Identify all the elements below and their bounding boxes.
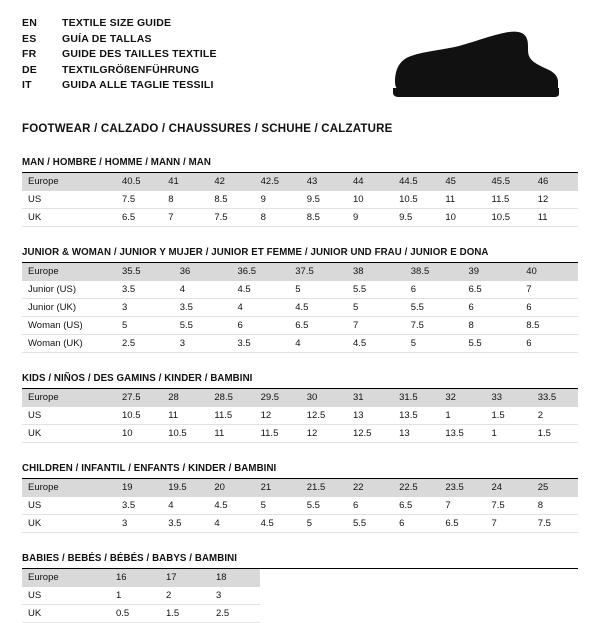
cell: 40 [520, 263, 578, 281]
cell: 4.5 [232, 281, 290, 299]
cell: 3.5 [174, 299, 232, 317]
section-kids [22, 373, 578, 443]
cell: 4.5 [255, 515, 301, 533]
cell: 7 [439, 497, 485, 515]
cell: 23.5 [439, 479, 485, 497]
cell: 4 [162, 497, 208, 515]
cell: 7.5 [405, 317, 463, 335]
cell: 7 [347, 317, 405, 335]
cell: 8.5 [301, 209, 347, 227]
row-label: Europe [22, 263, 116, 281]
cell: 1.5 [486, 407, 532, 425]
table-row [22, 317, 578, 335]
cell: 5 [255, 497, 301, 515]
cell: 9.5 [301, 191, 347, 209]
language-code: FR [22, 48, 37, 60]
cell: 20 [208, 479, 254, 497]
cell: 36 [174, 263, 232, 281]
footwear-heading: FOOTWEAR / CALZADO / CHAUSSURES / SCHUHE / CALZATURE [22, 123, 393, 135]
cell: 12.5 [347, 425, 393, 443]
table-row [22, 407, 578, 425]
cell: 25 [532, 479, 578, 497]
size-table-junior-woman [22, 263, 578, 353]
language-title: GUÍA DE TALLAS [62, 32, 152, 45]
cell: 3 [116, 515, 162, 533]
cell: 37.5 [289, 263, 347, 281]
cell: 1 [439, 407, 485, 425]
cell: 10 [347, 191, 393, 209]
cell: 3.5 [162, 515, 208, 533]
cell: 5.5 [347, 281, 405, 299]
table-row [22, 335, 578, 353]
cell: 11 [162, 407, 208, 425]
cell: 7.5 [208, 209, 254, 227]
cell: 4 [208, 515, 254, 533]
spacer-cell [260, 605, 578, 623]
row-label: Junior (UK) [22, 299, 116, 317]
cell: 35.5 [116, 263, 174, 281]
language-title-list [22, 16, 217, 94]
cell: 10.5 [162, 425, 208, 443]
language-code: ES [22, 32, 37, 45]
cell: 31 [347, 389, 393, 407]
language-row [22, 47, 217, 63]
cell: 46 [532, 173, 578, 191]
row-label: US [22, 407, 116, 425]
cell: 7.5 [486, 497, 532, 515]
cell: 6.5 [393, 497, 439, 515]
cell: 29.5 [255, 389, 301, 407]
cell: 33 [486, 389, 532, 407]
cell: 2 [532, 407, 578, 425]
row-label: Europe [22, 569, 110, 587]
cell: 18 [210, 569, 260, 587]
cell: 4.5 [289, 299, 347, 317]
cell: 2 [160, 587, 210, 605]
cell: 5 [301, 515, 347, 533]
cell: 7.5 [116, 191, 162, 209]
cell: 38 [347, 263, 405, 281]
row-label: Woman (US) [22, 317, 116, 335]
table-row [22, 281, 578, 299]
cell: 43 [301, 173, 347, 191]
cell: 28 [162, 389, 208, 407]
cell: 3 [116, 299, 174, 317]
cell: 11.5 [486, 191, 532, 209]
language-row [22, 63, 217, 79]
cell: 7 [162, 209, 208, 227]
size-table-kids [22, 389, 578, 443]
cell: 24 [486, 479, 532, 497]
table-row [22, 263, 578, 281]
cell: 12 [255, 407, 301, 425]
cell: 8 [255, 209, 301, 227]
cell: 10.5 [486, 209, 532, 227]
cell: 4 [174, 281, 232, 299]
section-title: CHILDREN / INFANTIL / ENFANTS / KINDER / BAMBINI [22, 463, 578, 479]
cell: 41 [162, 173, 208, 191]
cell: 8.5 [520, 317, 578, 335]
cell: 19 [116, 479, 162, 497]
section-title: KIDS / NIÑOS / DES GAMINS / KINDER / BAMBINI [22, 373, 578, 389]
dress-shoe-icon [385, 30, 560, 105]
cell: 11 [439, 191, 485, 209]
cell: 10 [439, 209, 485, 227]
cell: 2.5 [116, 335, 174, 353]
section-babies [22, 553, 578, 623]
section-title: MAN / HOMBRE / HOMME / MANN / MAN [22, 157, 578, 173]
cell: 1 [486, 425, 532, 443]
cell: 40.5 [116, 173, 162, 191]
row-label: Europe [22, 479, 116, 497]
cell: 11.5 [255, 425, 301, 443]
cell: 10 [116, 425, 162, 443]
cell: 8 [162, 191, 208, 209]
table-row [22, 587, 578, 605]
row-label: US [22, 497, 116, 515]
cell: 6.5 [439, 515, 485, 533]
language-title: GUIDE DES TAILLES TEXTILE [62, 48, 217, 60]
row-label: Woman (UK) [22, 335, 116, 353]
cell: 39 [463, 263, 521, 281]
cell: 6.5 [289, 317, 347, 335]
cell: 44.5 [393, 173, 439, 191]
cell: 12.5 [301, 407, 347, 425]
cell: 13.5 [393, 407, 439, 425]
cell: 4 [232, 299, 290, 317]
cell: 1.5 [532, 425, 578, 443]
section-children [22, 463, 578, 533]
cell: 6.5 [463, 281, 521, 299]
cell: 13 [347, 407, 393, 425]
row-label: UK [22, 515, 116, 533]
cell: 5 [405, 335, 463, 353]
cell: 5.5 [174, 317, 232, 335]
cell: 5.5 [463, 335, 521, 353]
cell: 5.5 [405, 299, 463, 317]
cell: 8 [463, 317, 521, 335]
table-row [22, 209, 578, 227]
language-title: TEXTILE SIZE GUIDE [62, 17, 172, 29]
language-code: IT [22, 79, 32, 91]
cell: 13.5 [439, 425, 485, 443]
cell: 8 [532, 497, 578, 515]
cell: 6 [463, 299, 521, 317]
cell: 6 [347, 497, 393, 515]
cell: 30 [301, 389, 347, 407]
cell: 10.5 [116, 407, 162, 425]
cell: 5 [289, 281, 347, 299]
language-title: GUIDA ALLE TAGLIE TESSILI [62, 79, 214, 91]
spacer-cell [260, 569, 578, 587]
cell: 32 [439, 389, 485, 407]
language-row [22, 32, 217, 48]
document-header [22, 16, 578, 105]
row-label: US [22, 191, 116, 209]
cell: 6 [232, 317, 290, 335]
cell: 16 [110, 569, 160, 587]
language-code: EN [22, 17, 37, 29]
language-code: DE [22, 63, 37, 76]
cell: 19.5 [162, 479, 208, 497]
size-table-babies [22, 569, 578, 623]
table-row [22, 425, 578, 443]
cell: 33.5 [532, 389, 578, 407]
table-row [22, 173, 578, 191]
cell: 9 [347, 209, 393, 227]
cell: 2.5 [210, 605, 260, 623]
cell: 45.5 [486, 173, 532, 191]
cell: 13 [393, 425, 439, 443]
table-row [22, 389, 578, 407]
section-junior-woman [22, 247, 578, 353]
language-row [22, 78, 217, 94]
cell: 31.5 [393, 389, 439, 407]
row-label: Junior (US) [22, 281, 116, 299]
cell: 9 [255, 191, 301, 209]
cell: 6 [520, 335, 578, 353]
row-label: Europe [22, 389, 116, 407]
cell: 6.5 [116, 209, 162, 227]
cell: 3 [210, 587, 260, 605]
row-label: UK [22, 209, 116, 227]
cell: 11.5 [208, 407, 254, 425]
cell: 45 [439, 173, 485, 191]
section-title: BABIES / BEBÉS / BÉBÉS / BABYS / BAMBINI [22, 553, 578, 569]
cell: 7 [520, 281, 578, 299]
cell: 21 [255, 479, 301, 497]
cell: 5.5 [347, 515, 393, 533]
cell: 42 [208, 173, 254, 191]
table-row [22, 479, 578, 497]
cell: 42.5 [255, 173, 301, 191]
cell: 5 [347, 299, 405, 317]
table-row [22, 299, 578, 317]
cell: 22.5 [393, 479, 439, 497]
cell: 8.5 [208, 191, 254, 209]
cell: 21.5 [301, 479, 347, 497]
cell: 7.5 [532, 515, 578, 533]
cell: 36.5 [232, 263, 290, 281]
row-label: UK [22, 425, 116, 443]
language-row [22, 16, 217, 32]
cell: 3.5 [116, 497, 162, 515]
cell: 5.5 [301, 497, 347, 515]
cell: 4.5 [208, 497, 254, 515]
cell: 6 [393, 515, 439, 533]
section-title: JUNIOR & WOMAN / JUNIOR Y MUJER / JUNIOR ET FEMME / JUNIOR UND FRAU / JUNIOR E DONA [22, 247, 578, 263]
cell: 4 [289, 335, 347, 353]
size-table-man [22, 173, 578, 227]
row-label: UK [22, 605, 110, 623]
section-man [22, 157, 578, 227]
table-row [22, 515, 578, 533]
cell: 7 [486, 515, 532, 533]
cell: 10.5 [393, 191, 439, 209]
table-row [22, 569, 578, 587]
cell: 38.5 [405, 263, 463, 281]
cell: 28.5 [208, 389, 254, 407]
cell: 3.5 [116, 281, 174, 299]
cell: 6 [405, 281, 463, 299]
cell: 44 [347, 173, 393, 191]
cell: 12 [301, 425, 347, 443]
spacer-cell [260, 587, 578, 605]
cell: 9.5 [393, 209, 439, 227]
cell: 5 [116, 317, 174, 335]
cell: 4.5 [347, 335, 405, 353]
cell: 6 [520, 299, 578, 317]
cell: 3.5 [232, 335, 290, 353]
cell: 12 [532, 191, 578, 209]
cell: 1.5 [160, 605, 210, 623]
cell: 3 [174, 335, 232, 353]
cell: 17 [160, 569, 210, 587]
cell: 11 [208, 425, 254, 443]
cell: 1 [110, 587, 160, 605]
row-label: Europe [22, 173, 116, 191]
table-row [22, 497, 578, 515]
table-row [22, 605, 578, 623]
cell: 27.5 [116, 389, 162, 407]
table-row [22, 191, 578, 209]
cell: 22 [347, 479, 393, 497]
language-title: TEXTILGRÖßENFÜHRUNG [62, 63, 200, 76]
size-table-children [22, 479, 578, 533]
row-label: US [22, 587, 110, 605]
cell: 11 [532, 209, 578, 227]
cell: 0.5 [110, 605, 160, 623]
